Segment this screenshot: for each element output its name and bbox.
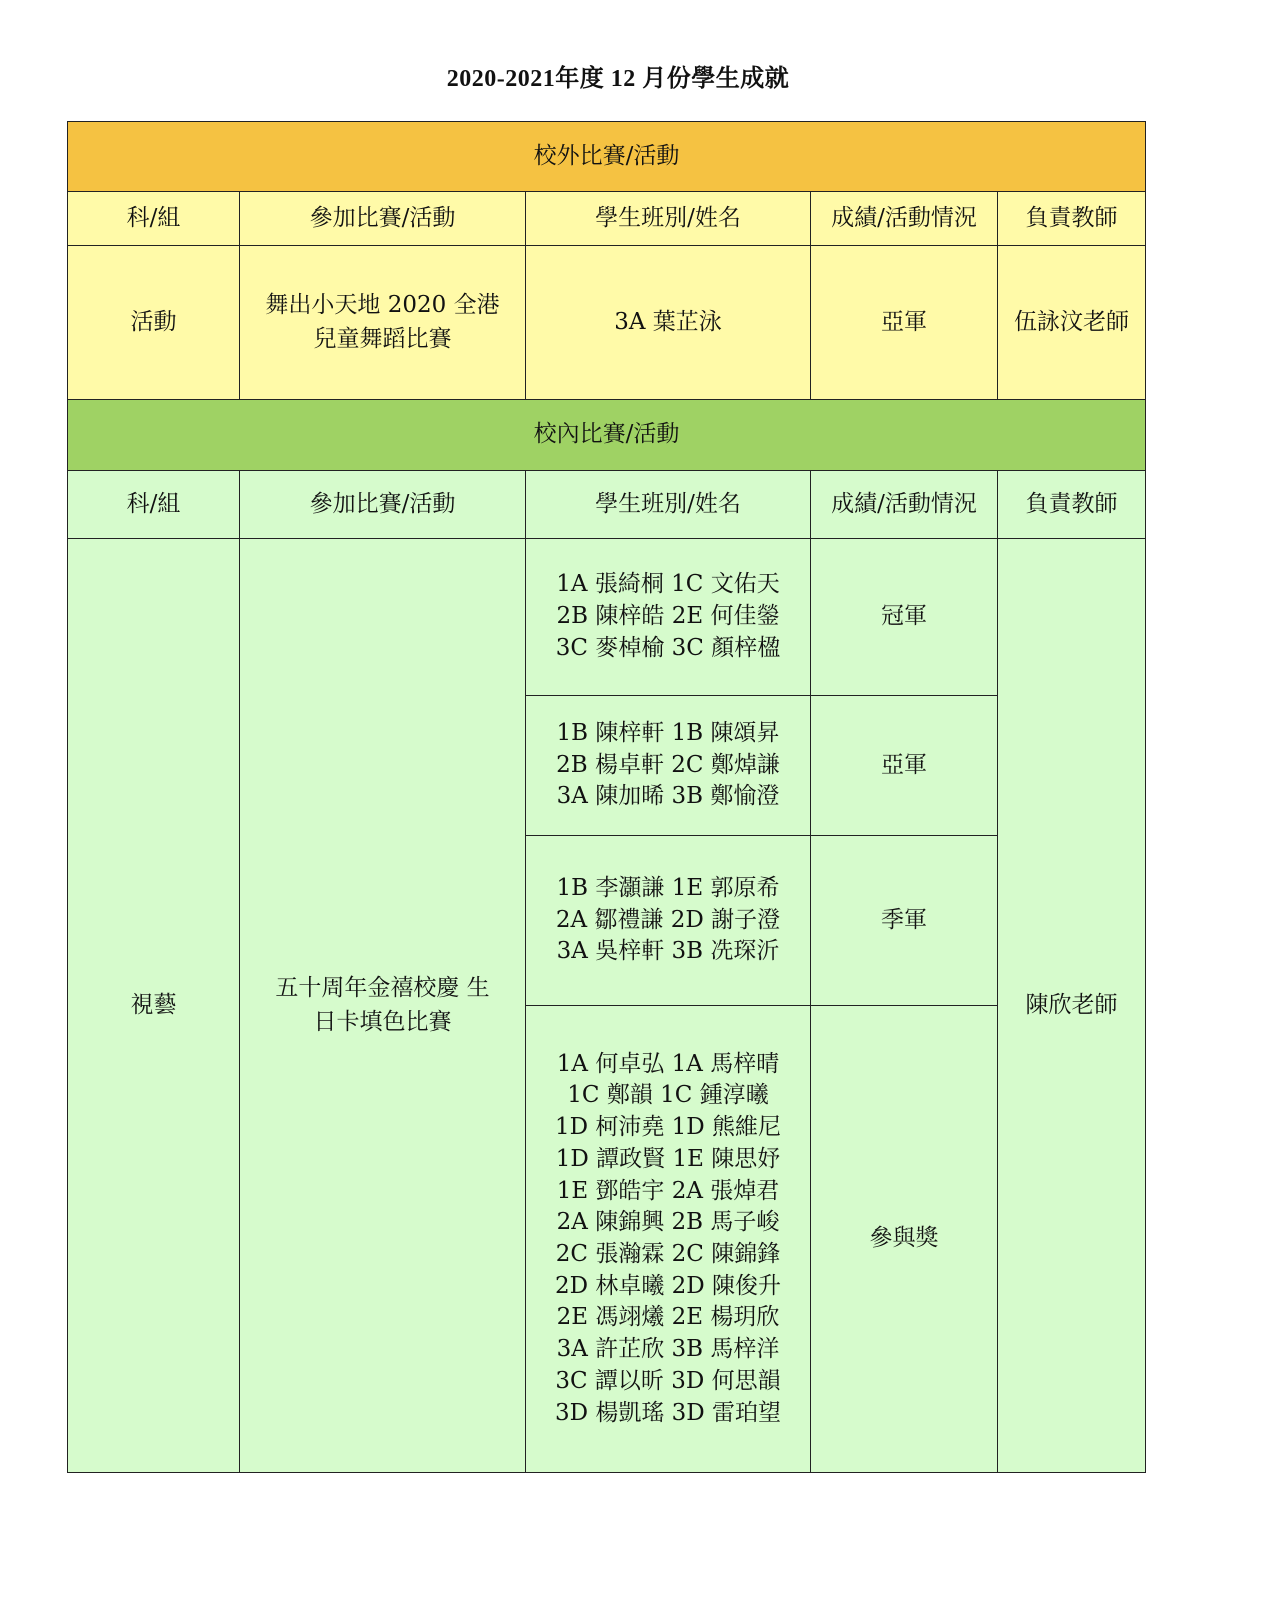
student-names-line: 3A 吳梓軒 3B 冼琛沂 xyxy=(556,938,780,965)
student-names-line: 2B 陳梓皓 2E 何佳鎣 xyxy=(556,603,780,630)
internal-teacher: 陳欣老師 xyxy=(998,539,1146,1473)
student-names-line: 2C 張瀚霖 2C 陳錦鋒 xyxy=(555,1241,781,1267)
header-result: 成績/活動情況 xyxy=(811,471,998,539)
header-event: 參加比賽/活動 xyxy=(240,192,526,246)
internal-event xyxy=(240,539,526,1473)
external-event-line1: 舞出小天地 2020 全港 xyxy=(265,292,500,319)
achievements-table xyxy=(67,121,1146,1473)
internal-header-row xyxy=(68,471,1146,539)
student-names-line: 1E 鄧皓宇 2A 張焯君 xyxy=(556,1177,780,1204)
header-result: 成績/活動情況 xyxy=(811,192,998,246)
student-names-line: 2B 楊卓軒 2C 鄭焯謙 xyxy=(556,751,780,778)
external-event-line2: 兒童舞蹈比賽 xyxy=(313,325,452,352)
internal-result-row xyxy=(68,539,1146,696)
header-student: 學生班別/姓名 xyxy=(526,192,811,246)
winner-result: 冠軍 xyxy=(811,539,998,696)
internal-event-line2: 日卡填色比賽 xyxy=(313,1008,452,1035)
header-student: 學生班別/姓名 xyxy=(526,471,811,539)
external-section-row xyxy=(68,122,1146,192)
student-names-line: 1D 柯沛堯 1D 熊維尼 xyxy=(554,1114,782,1141)
external-result: 亞軍 xyxy=(811,246,998,400)
internal-section-title: 校內比賽/活動 xyxy=(68,400,1146,471)
header-teacher: 負責教師 xyxy=(998,471,1146,539)
header-subject: 科/組 xyxy=(68,192,240,246)
winner-names-cell xyxy=(526,539,811,696)
third-place-names-cell xyxy=(526,836,811,1006)
header-event: 參加比賽/活動 xyxy=(240,471,526,539)
external-student: 3A 葉芷泳 xyxy=(526,246,811,400)
external-header-row xyxy=(68,192,1146,246)
student-names-line: 3A 陳加晞 3B 鄭愉澄 xyxy=(556,783,780,810)
student-names-line: 1B 陳梓軒 1B 陳頌昇 xyxy=(556,719,780,746)
student-names-line: 1A 張綺桐 1C 文佑天 xyxy=(556,571,780,598)
header-teacher: 負責教師 xyxy=(998,192,1146,246)
student-names-line: 2A 鄒禮謙 2D 謝子澄 xyxy=(555,906,781,933)
student-names-line: 1B 李灝謙 1E 郭原希 xyxy=(556,874,780,901)
external-data-row xyxy=(68,246,1146,400)
external-event xyxy=(240,246,526,400)
student-names-line: 2A 陳錦興 2B 馬子峻 xyxy=(556,1209,780,1236)
student-names-line: 1D 譚政賢 1E 陳思妤 xyxy=(555,1145,781,1172)
internal-section-row xyxy=(68,400,1146,471)
student-names-line: 3D 楊凱瑤 3D 雷珀望 xyxy=(554,1399,782,1426)
internal-event-line1: 五十周年金禧校慶 生 xyxy=(275,975,490,1002)
student-names-line: 1A 何卓弘 1A 馬梓晴 xyxy=(556,1050,780,1077)
third-place-result: 季軍 xyxy=(811,836,998,1006)
student-names-line: 3C 譚以昕 3D 何思韻 xyxy=(555,1367,781,1394)
header-subject: 科/組 xyxy=(68,471,240,539)
student-names-line: 2E 馮翊爔 2E 楊玥欣 xyxy=(556,1304,780,1331)
participation-names-cell xyxy=(526,1006,811,1473)
external-teacher: 伍詠汶老師 xyxy=(998,246,1146,400)
external-subject: 活動 xyxy=(68,246,240,400)
internal-subject: 視藝 xyxy=(68,539,240,1473)
participation-result: 參與獎 xyxy=(811,1006,998,1473)
runner-up-names-cell xyxy=(526,696,811,836)
student-names-line: 2D 林卓曦 2D 陳俊升 xyxy=(554,1272,782,1299)
student-names-line: 1C 鄭韻 1C 鍾淳曦 xyxy=(567,1082,769,1109)
runner-up-result: 亞軍 xyxy=(811,696,998,836)
external-section-title: 校外比賽/活動 xyxy=(68,122,1146,192)
page-title: 2020-2021年度 12 月份學生成就 xyxy=(446,66,790,92)
student-names-line: 3A 許芷欣 3B 馬梓洋 xyxy=(556,1336,780,1363)
student-names-line: 3C 麥棹榆 3C 顏梓楹 xyxy=(555,634,781,661)
